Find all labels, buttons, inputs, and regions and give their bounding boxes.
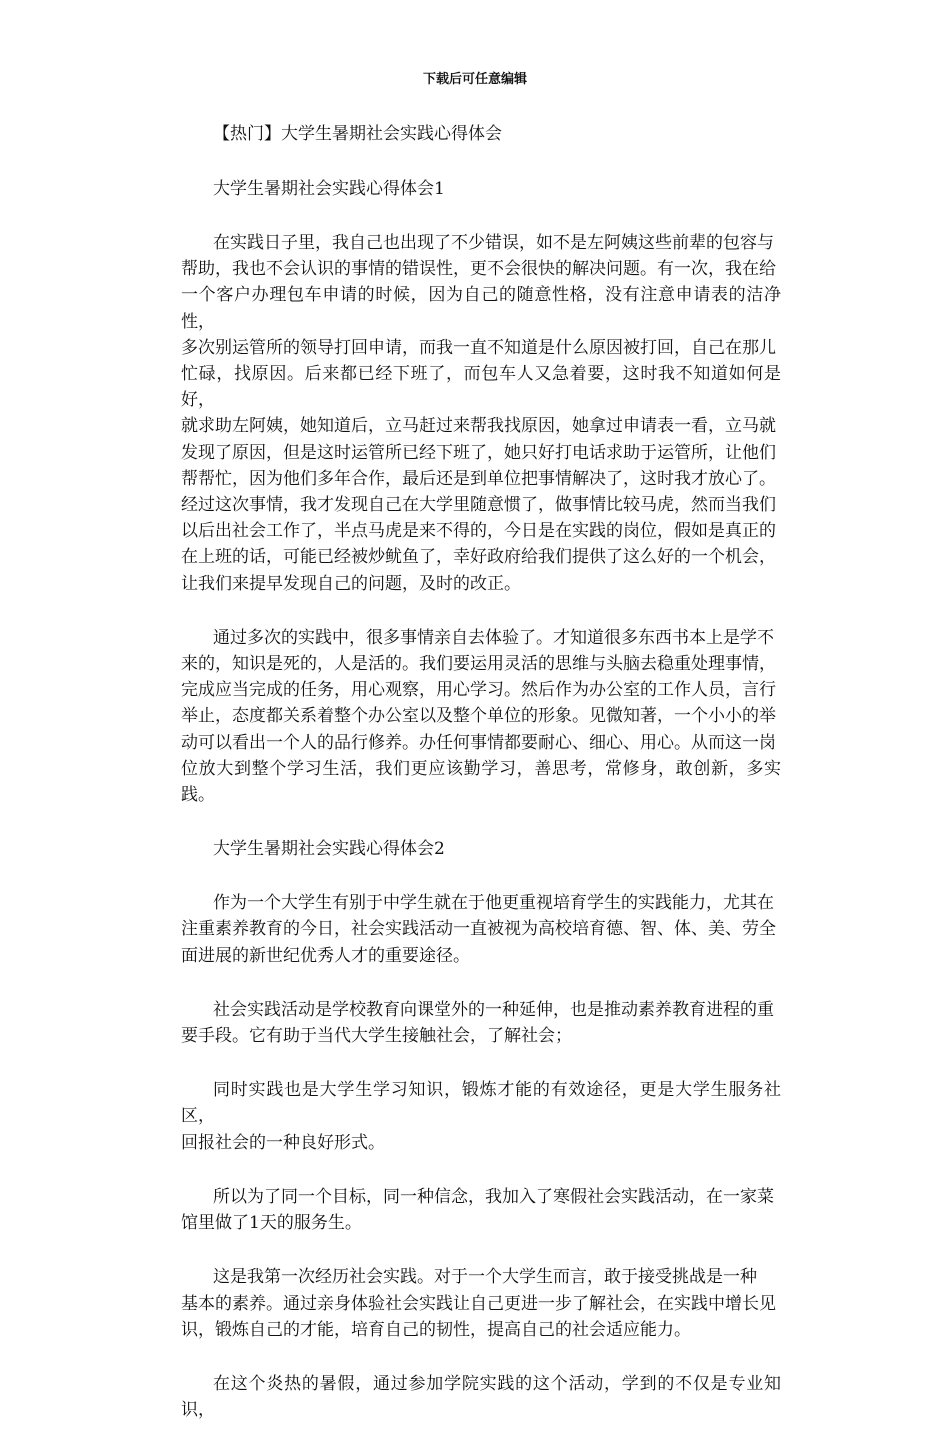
paragraph: 所以为了同一个目标，同一种信念，我加入了寒假社会实践活动，在一家菜 馆里做了1天的服务生。 bbox=[181, 1186, 774, 1234]
section-heading: 大学生暑期社会实践心得体会1 bbox=[213, 179, 445, 199]
header-note: 下载后可任意编辑 bbox=[422, 72, 527, 87]
paragraph: 在这个炎热的暑假，通过参加学院实践的这个活动，学到的不仅是专业知识， bbox=[181, 1373, 781, 1421]
paragraph: 通过多次的实践中，很多事情亲自去体验了。才知道很多东西书本上是学不 来的，知识是死的，人是活的。我们要运用灵活的思维与头脑去稳重处理事情， 完成应当完成的任务，用心观察，用心学习。然后作为办公室的工作人员，言行 举止，态度都关系着整个办公室以及整个单位的形象。见微知著，一个小小的举 动可以看出一个人的品行修养。办任何事情都要耐心、细心、用心。从而这一岗 位放大到整个学习生活，我们更应该勤学习，善思考，常修身，敢创新，多实践。 bbox=[181, 627, 781, 806]
section-heading: 大学生暑期社会实践心得体会2 bbox=[213, 839, 445, 860]
paragraph: 作为一个大学生有别于中学生就在于他更重视培育学生的实践能力，尤其在 注重素养教育的今日，社会实践活动一直被视为高校培育德、智、体、美、劳全 面进展的新世纪优秀人才的重要途径。 bbox=[181, 893, 776, 966]
document-body bbox=[181, 121, 781, 1451]
paragraph: 同时实践也是大学生学习知识，锻炼才能的有效途径，更是大学生服务社区， 回报社会的一种良好形式。 bbox=[181, 1080, 781, 1153]
document-title: 【热门】大学生暑期社会实践心得体会 bbox=[213, 124, 502, 144]
paragraph: 社会实践活动是学校教育向课堂外的一种延伸，也是推动素养教育进程的重 要手段。它有助于当代大学生接触社会，了解社会； bbox=[181, 999, 774, 1047]
paragraph: 在实践日子里，我自己也出现了不少错误，如不是左阿姨这些前辈的包容与 帮助，我也不会认识的事情的错误性，更不会很快的解决问题。有一次，我在给 一个客户办理包车申请的时候，因为自己的随意性格，没有注意申请表的洁净性， 多次别运管所的领导打回申请，而我一直不知道是什么原因被打回，自己在那儿 忙碌，找原因。后来都已经下班了，而包车人又急着要，这时我不知道如何是好， 就求助左阿姨，她知道后，立马赶过来帮我找原因，她拿过申请表一看，立马就 发现了原因，但是这时运管所已经下班了，她只好打电话求助于运管所，让他们 帮帮忙，因为他们多年合作，最后还是到单位把事情解决了，这时我才放心了。 经过这次事情，我才发现自己在大学里随意惯了，做事情比较马虎，然而当我们 以后出社会工作了，半点马虎是来不得的，今日是在实践的岗位，假如是真正的 在上班的话，可能已经被炒鱿鱼了，幸好政府给我们提供了这么好的一个机会， 让我们来提早发现自己的问题，及时的改正。 bbox=[181, 233, 781, 594]
paragraph: 这是我第一次经历社会实践。对于一个大学生而言，敢于接受挑战是一种 基本的素养。通过亲身体验社会实践让自己更进一步了解社会，在实践中增长见 识，锻炼自己的才能，培育自己的韧性，提高自己的社会适应能力。 bbox=[181, 1267, 776, 1340]
